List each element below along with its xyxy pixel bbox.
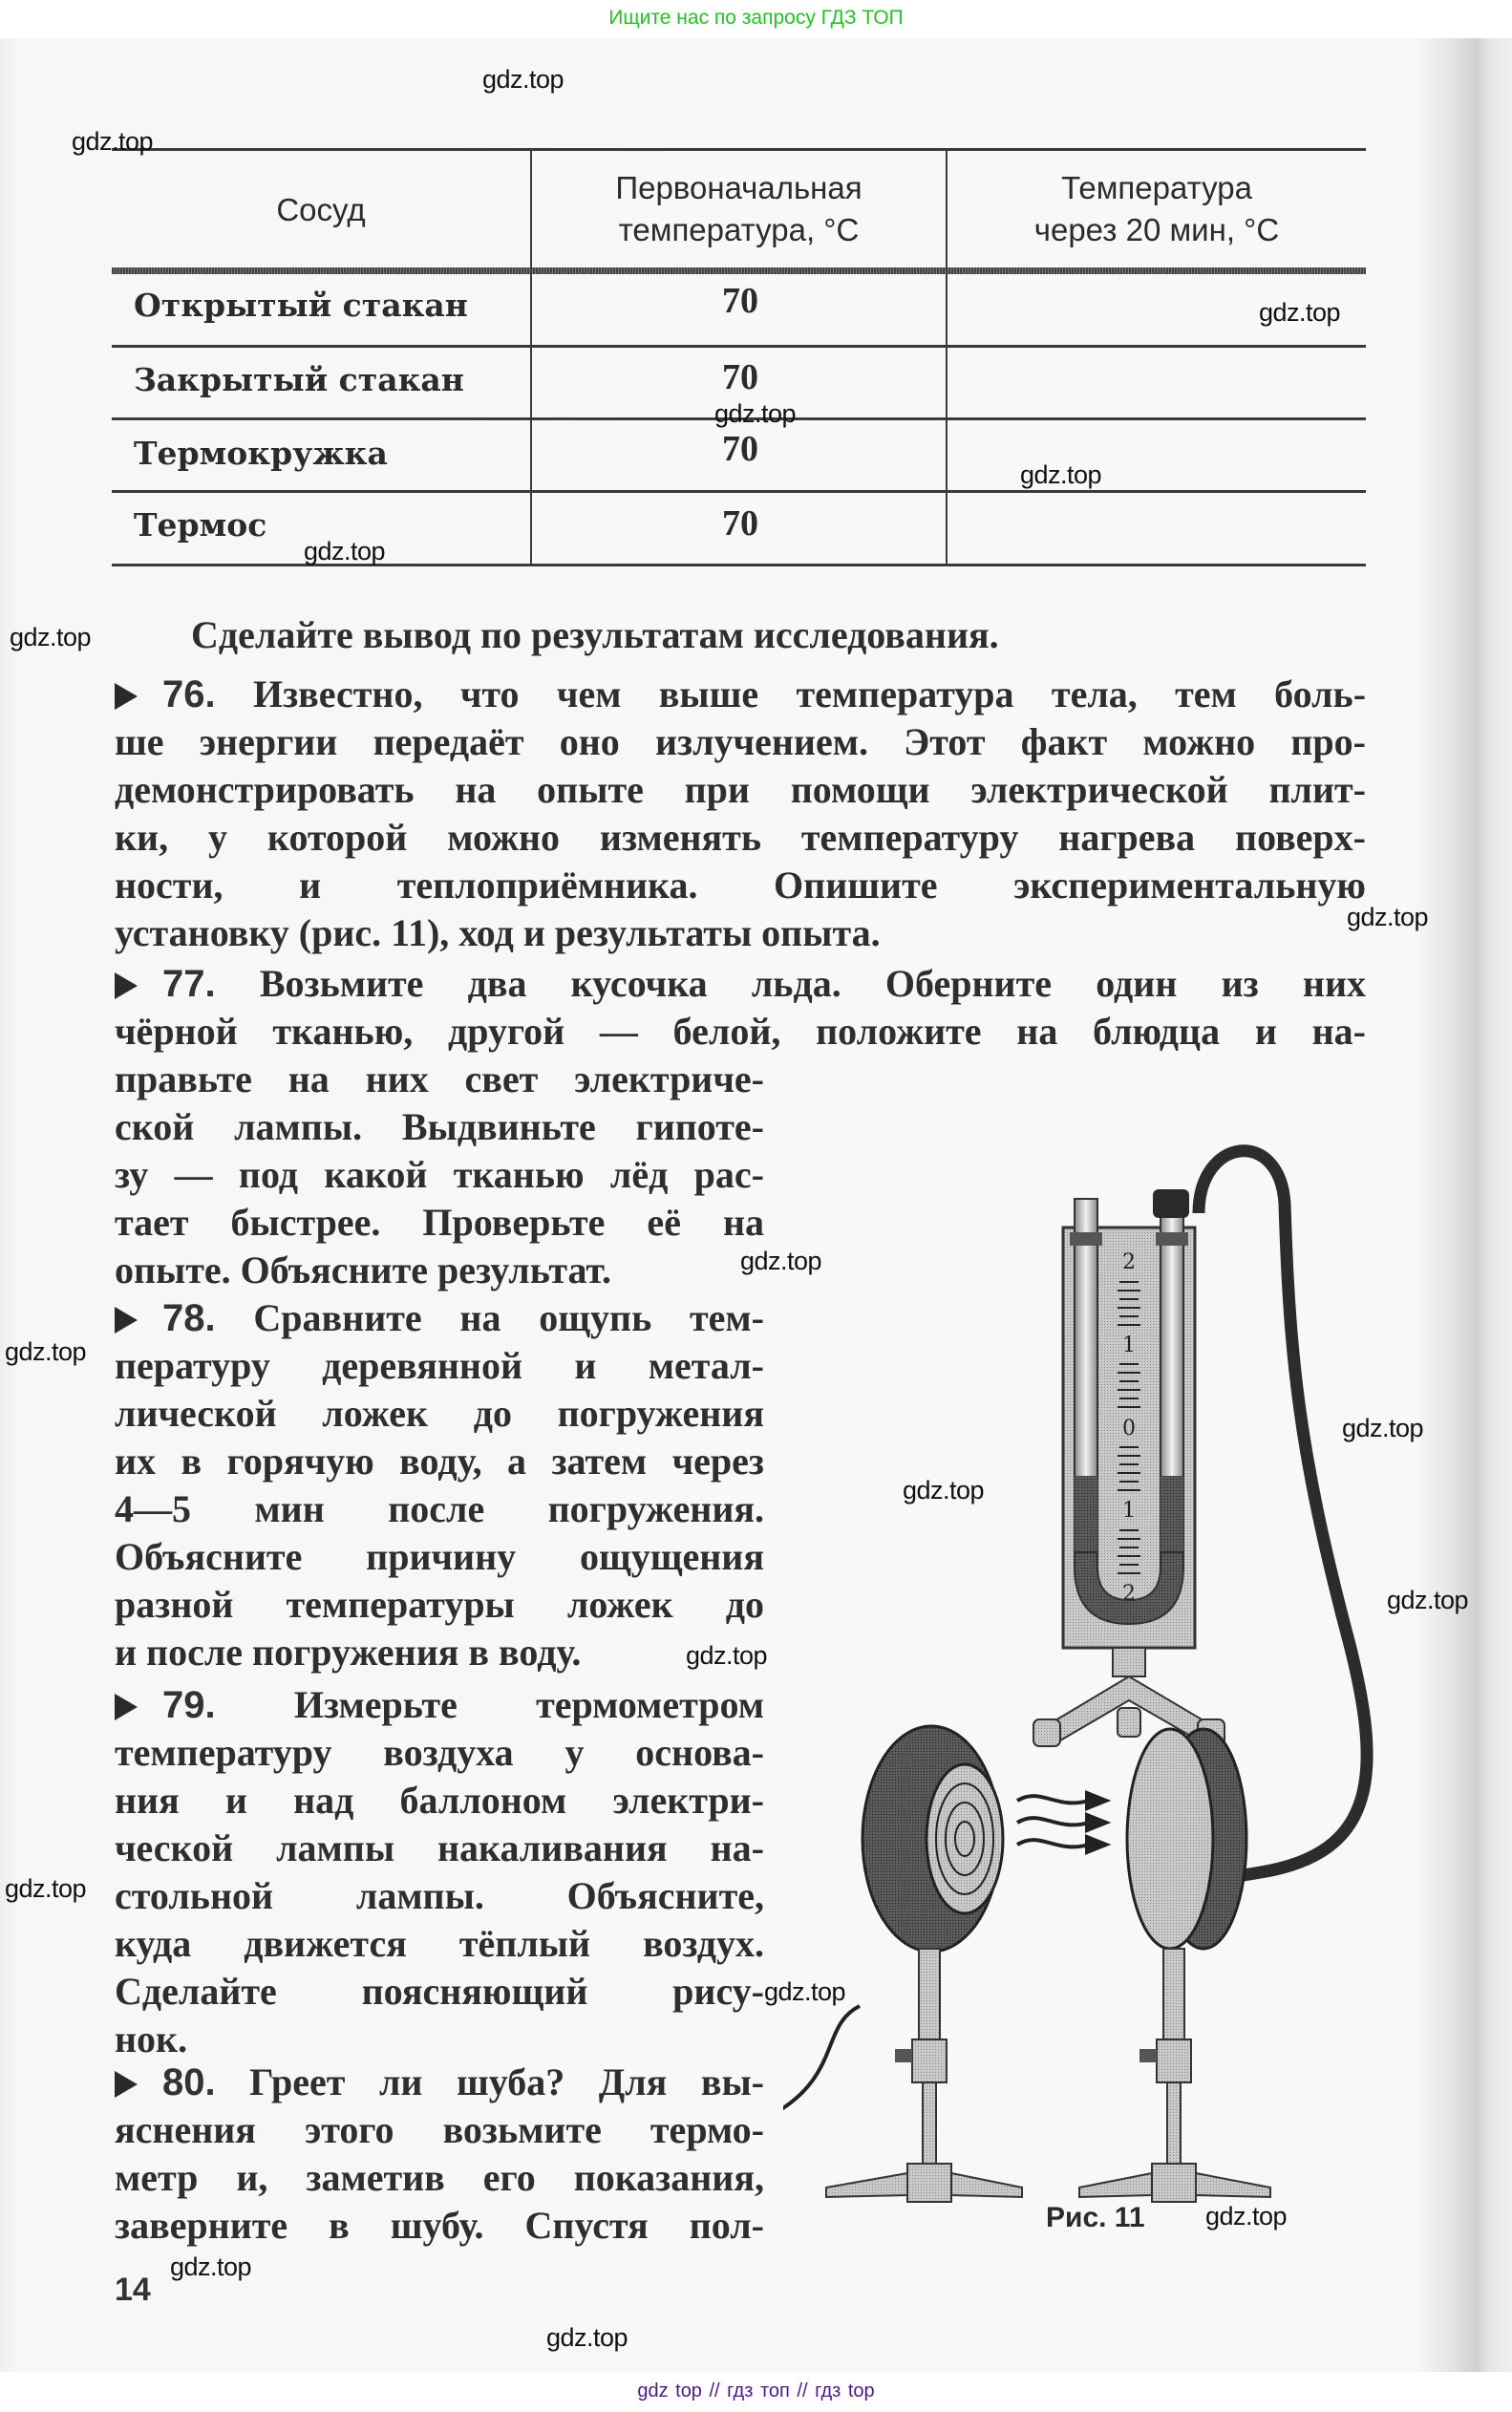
watermark: gdz.top	[5, 1337, 87, 1366]
bottom-footer	[0, 2372, 1512, 2412]
task-80: 80. Греет ли шуба? Для вы- яснения этого возьмите термо- метр и, заметив его показания, заверните в шубу. Спустя пол-	[115, 2060, 764, 2247]
cell-vessel: Термокружка	[134, 435, 388, 472]
svg-text:0: 0	[1122, 1417, 1136, 1441]
watermark: gdz.top	[72, 127, 154, 156]
task-arrow-icon	[115, 2071, 138, 2098]
task-78: 78. Сравните на ощупь тем- пературу деревянной и метал- лической ложек до погружения их в горячую воду, а затем через 4—5 мин после погружения. Объясните причину ощущения разной температуры ложек до и после погружения в воду.	[115, 1296, 764, 1674]
table-header-rule	[112, 267, 1366, 274]
watermark: gdz.top	[546, 2323, 628, 2352]
svg-text:2: 2	[1122, 1250, 1136, 1274]
task-arrow-icon	[115, 1694, 138, 1720]
banner-text: Ищите нас по запросу ГДЗ ТОП	[608, 7, 904, 29]
table-top-rule	[112, 148, 1366, 151]
watermark: gdz.top	[482, 65, 564, 94]
watermark: gdz.top	[304, 537, 386, 566]
watermark: gdz.top	[5, 1874, 87, 1903]
table-row-rule	[112, 490, 1366, 493]
header-vessel: Сосуд	[276, 192, 366, 227]
radiation-arrows-icon	[1017, 1793, 1106, 1852]
svg-text:1: 1	[1122, 1499, 1136, 1523]
watermark: gdz.top	[1347, 903, 1429, 931]
watermark: gdz.top	[170, 2252, 252, 2281]
task-79: 79. Измерьте термометром температуру воздуха у основа- ния и над баллоном электри- ческой лампы накаливания на- стольной лампы. Объясните, куда движется тёплый воздух. Сделайте поясняющий рису- нок.	[115, 1683, 764, 2060]
watermark: gdz.top	[1342, 1414, 1424, 1442]
task-arrow-icon	[115, 683, 138, 710]
task-number: 79.	[162, 1684, 216, 1726]
task-number: 76.	[162, 673, 216, 715]
watermark: gdz.top	[1020, 460, 1102, 489]
cell-initial: 70	[722, 429, 758, 469]
cell-vessel: Закрытый стакан	[134, 361, 464, 398]
electric-heater	[783, 1726, 1022, 2202]
watermark: gdz.top	[1259, 298, 1341, 327]
watermark: gdz.top	[1205, 2202, 1288, 2231]
top-banner	[0, 0, 1512, 38]
cell-initial: 70	[722, 503, 758, 544]
u-tube-manometer	[1033, 1189, 1225, 1746]
cell-vessel: Открытый стакан	[134, 287, 468, 324]
cell-initial: 70	[722, 281, 758, 321]
svg-text:2: 2	[1122, 1582, 1136, 1606]
figure-caption: Рис. 11	[1046, 2202, 1145, 2233]
task-76: 76. Известно, что чем выше температура тела, тем боль- ше энергии передаёт оно излучением. Этот факт можно про- демонстрировать на опыте при помощи электрической плит- ки, у которой можно изменять температуру нагрева поверх- ности, и теплоприёмника. Опишите экспериментальную установку (рис. 11), ход и результаты опыта.	[115, 672, 1367, 954]
watermark: gdz.top	[764, 1977, 846, 2006]
cell-vessel: Термос	[134, 506, 267, 544]
table-row-rule	[112, 345, 1366, 348]
footer-text: gdz top // гдз топ // гдз top	[637, 2380, 875, 2401]
task-number: 78.	[162, 1297, 216, 1339]
task-arrow-icon	[115, 972, 138, 999]
task-number: 77.	[162, 963, 216, 1005]
figure-11-illustration	[783, 1118, 1414, 2207]
page-number: 14	[115, 2272, 151, 2308]
table-bottom-rule	[112, 564, 1366, 566]
watermark: gdz.top	[686, 1641, 768, 1670]
watermark: gdz.top	[903, 1476, 985, 1505]
header-initial-temp: Первоначальная температура, °С	[615, 170, 862, 247]
task-number: 80.	[162, 2061, 216, 2103]
watermark: gdz.top	[10, 623, 92, 651]
header-temp-after-20-min: Температура через 20 мин, °С	[1033, 170, 1280, 247]
watermark: gdz.top	[1387, 1586, 1469, 1614]
watermark: gdz.top	[714, 399, 797, 428]
conclusion-text: Сделайте вывод по результатам исследования.	[191, 613, 999, 656]
svg-text:1: 1	[1122, 1334, 1136, 1357]
watermark: gdz.top	[740, 1247, 822, 1275]
cell-initial: 70	[722, 357, 758, 397]
task-arrow-icon	[115, 1307, 138, 1334]
